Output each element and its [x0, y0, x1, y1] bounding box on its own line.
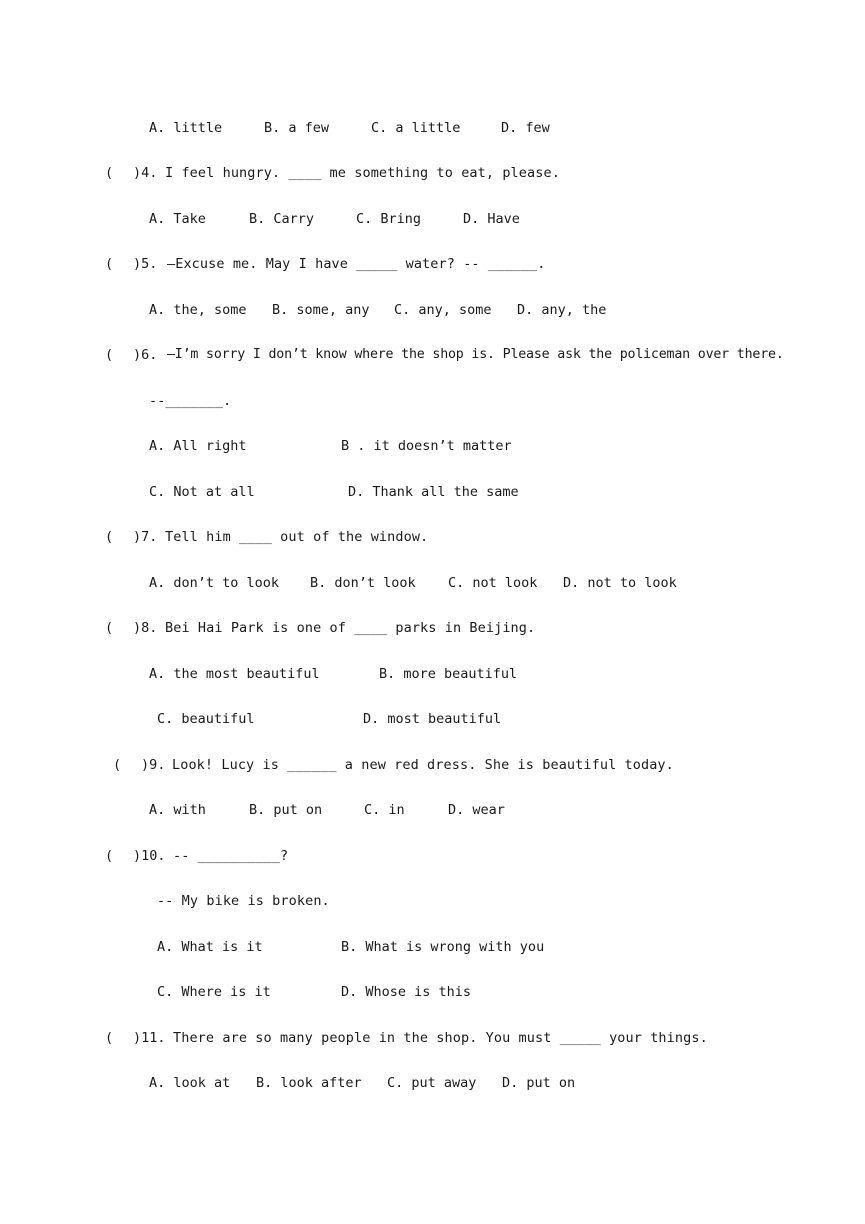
q4-option-d[interactable]: D. Have: [463, 211, 520, 227]
q8-number: )8.: [133, 620, 158, 636]
q11-option-c[interactable]: C. put away: [387, 1075, 477, 1091]
q7-stem: Tell him ____ out of the window.: [165, 529, 429, 545]
q10-answer-open-paren: (: [105, 848, 114, 864]
q8-option-b[interactable]: B. more beautiful: [379, 666, 518, 682]
q6-option-a[interactable]: A. All right: [149, 438, 247, 454]
q11-stem: There are so many people in the shop. You must _____ your things.: [173, 1030, 708, 1046]
q6-option-b[interactable]: B . it doesn’t matter: [341, 438, 512, 454]
q4-option-a[interactable]: A. Take: [149, 211, 206, 227]
q10-option-b[interactable]: B. What is wrong with you: [341, 939, 545, 955]
q5-stem: –Excuse me. May I have _____ water? -- ______.: [167, 256, 546, 272]
q6-option-c[interactable]: C. Not at all: [149, 484, 255, 500]
q11-answer-open-paren: (: [105, 1030, 114, 1046]
q3-option-c[interactable]: C. a little: [371, 120, 461, 136]
q7-number: )7.: [133, 529, 158, 545]
q9-option-b[interactable]: B. put on: [249, 802, 323, 818]
q5-answer-open-paren: (: [105, 256, 114, 272]
q9-option-a[interactable]: A. with: [149, 802, 206, 818]
q7-answer-open-paren: (: [105, 529, 114, 545]
q11-number: )11.: [133, 1030, 166, 1046]
q6-option-d[interactable]: D. Thank all the same: [348, 484, 519, 500]
q11-option-d[interactable]: D. put on: [502, 1075, 576, 1091]
q10-stem: -- __________?: [173, 848, 289, 864]
q8-option-d[interactable]: D. most beautiful: [363, 711, 502, 727]
q6-answer-blank: --_______.: [149, 393, 232, 409]
q3-option-b[interactable]: B. a few: [264, 120, 330, 136]
q4-number: )4.: [133, 165, 158, 181]
q9-option-d[interactable]: D. wear: [448, 802, 505, 818]
q4-answer-open-paren: (: [105, 165, 114, 181]
q5-number: )5.: [133, 256, 158, 272]
q7-option-a[interactable]: A. don’t to look: [149, 575, 280, 591]
q7-option-b[interactable]: B. don’t look: [310, 575, 416, 591]
q8-option-a[interactable]: A. the most beautiful: [149, 666, 320, 682]
q8-answer-open-paren: (: [105, 620, 114, 636]
q8-option-c[interactable]: C. beautiful: [157, 711, 255, 727]
q8-stem: Bei Hai Park is one of ____ parks in Beijing.: [165, 620, 536, 636]
q5-option-c[interactable]: C. any, some: [394, 302, 492, 318]
q7-option-d[interactable]: D. not to look: [563, 575, 677, 591]
q6-number: )6.: [133, 347, 158, 363]
q9-option-c[interactable]: C. in: [364, 802, 405, 818]
q6-stem: –I’m sorry I don’t know where the shop is. Please ask the policeman over there.: [167, 347, 784, 362]
q9-number: )9.: [141, 757, 166, 773]
q10-response: -- My bike is broken.: [157, 893, 330, 909]
q4-option-c[interactable]: C. Bring: [356, 211, 422, 227]
q10-number: )10.: [133, 848, 166, 864]
q7-option-c[interactable]: C. not look: [448, 575, 538, 591]
q3-option-d[interactable]: D. few: [501, 120, 550, 136]
q11-option-a[interactable]: A. look at: [149, 1075, 231, 1091]
q4-stem: I feel hungry. ____ me something to eat, please.: [165, 165, 560, 181]
q10-option-c[interactable]: C. Where is it: [157, 984, 271, 1000]
q5-option-a[interactable]: A. the, some: [149, 302, 247, 318]
q9-answer-open-paren: (: [113, 757, 122, 773]
q10-option-d[interactable]: D. Whose is this: [341, 984, 472, 1000]
q3-option-a[interactable]: A. little: [149, 120, 223, 136]
q9-stem: Look! Lucy is ______ a new red dress. She is beautiful today.: [172, 757, 674, 773]
q10-option-a[interactable]: A. What is it: [157, 939, 263, 955]
q5-option-d[interactable]: D. any, the: [517, 302, 607, 318]
q5-option-b[interactable]: B. some, any: [272, 302, 370, 318]
q11-option-b[interactable]: B. look after: [256, 1075, 362, 1091]
q6-answer-open-paren: (: [105, 347, 114, 363]
q4-option-b[interactable]: B. Carry: [249, 211, 315, 227]
